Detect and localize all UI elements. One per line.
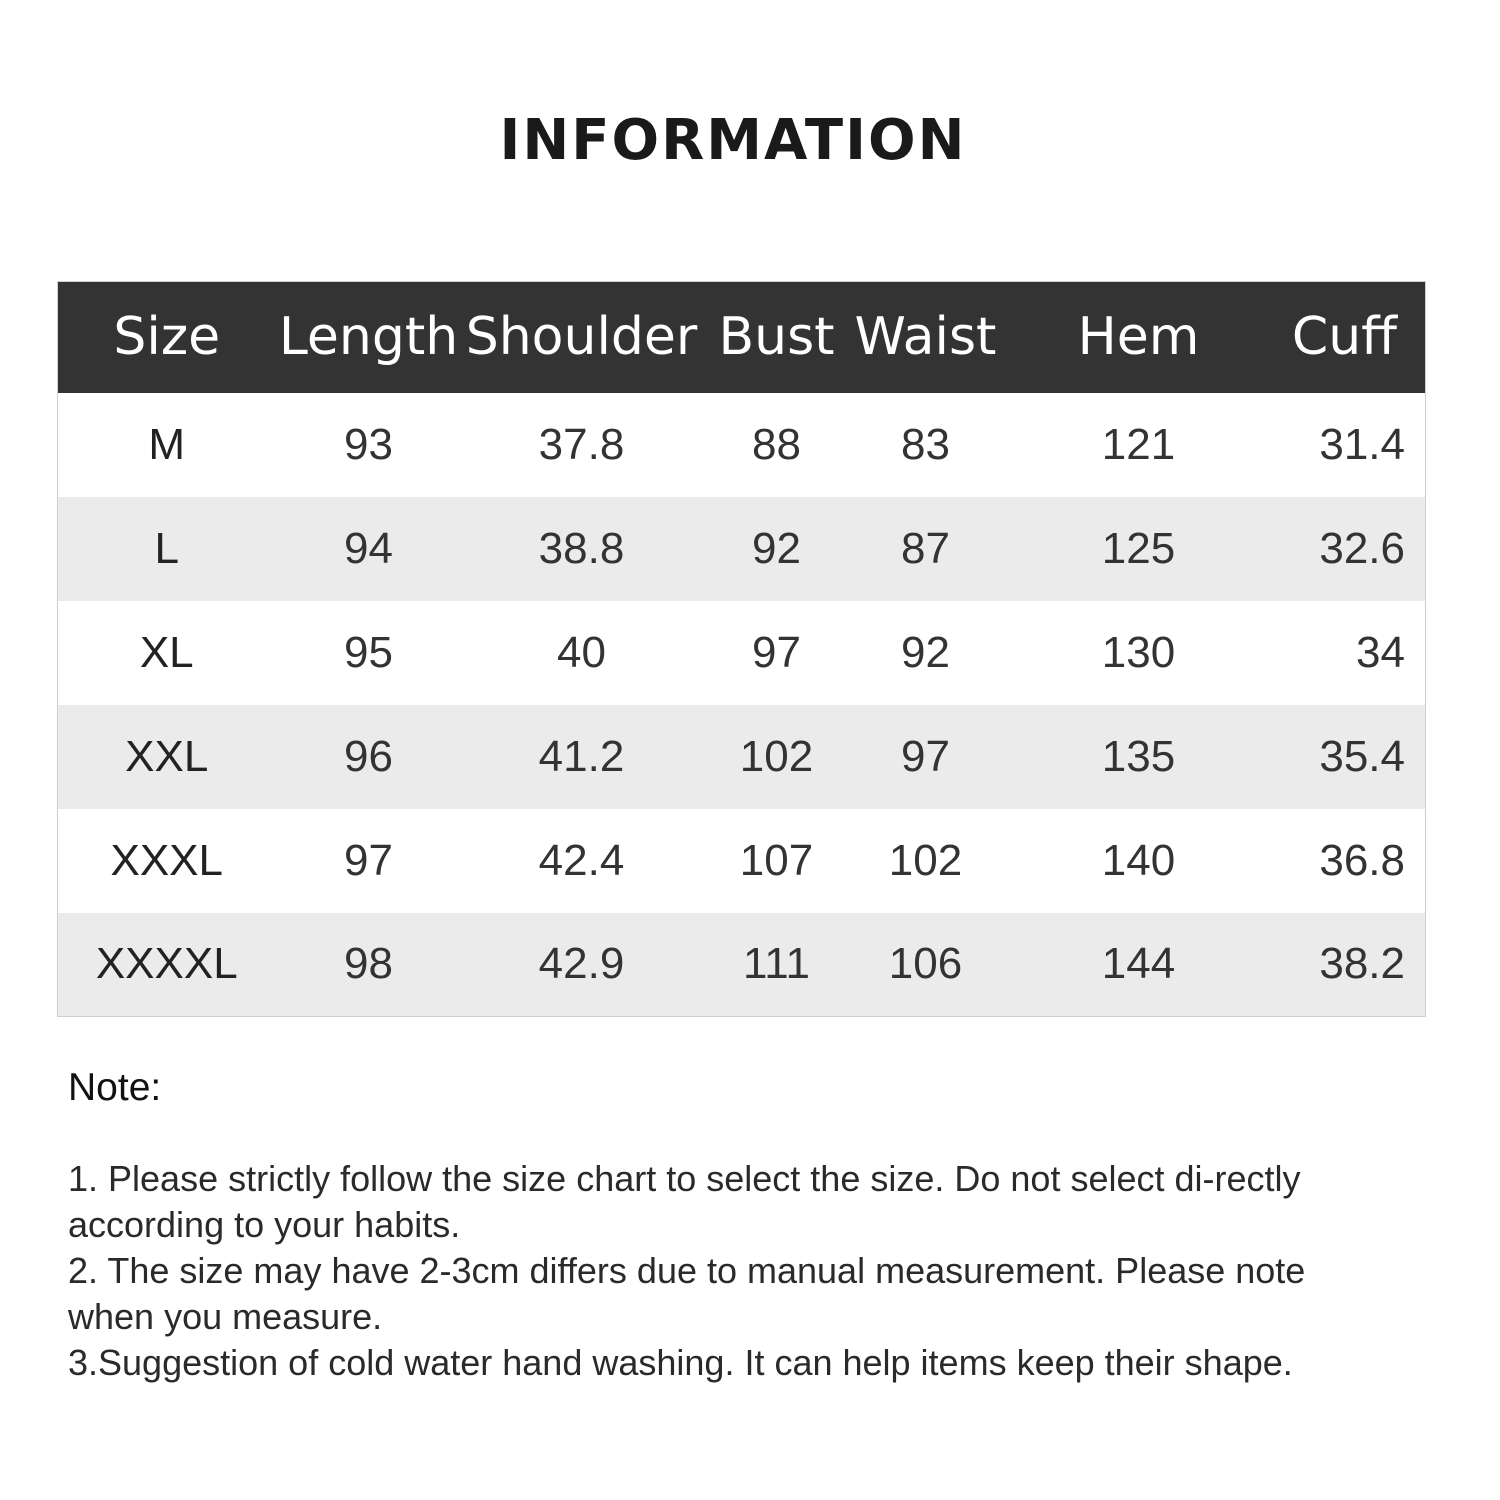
waist-cell: 97 xyxy=(901,731,950,781)
length-cell: 98 xyxy=(344,939,393,989)
length-cell: 97 xyxy=(344,835,393,885)
table-row xyxy=(58,705,1426,809)
header-shoulder: Shoulder xyxy=(465,307,698,368)
bust-cell: 102 xyxy=(739,731,814,781)
table-row xyxy=(58,393,1426,497)
note-heading: Note: xyxy=(68,1066,162,1109)
size-cell: XXXXL xyxy=(95,939,238,989)
table-header-row xyxy=(58,282,1426,393)
bust-cell: 107 xyxy=(739,835,814,885)
shoulder-cell: 37.8 xyxy=(538,419,625,469)
bust-cell: 92 xyxy=(752,523,801,573)
size-cell: XXL xyxy=(125,731,209,781)
cuff-cell: 36.8 xyxy=(1319,835,1405,885)
size-cell: XL xyxy=(139,627,194,677)
length-cell: 93 xyxy=(344,419,393,469)
table-row xyxy=(58,809,1426,913)
cuff-cell: 38.2 xyxy=(1319,939,1405,989)
bust-cell: 97 xyxy=(752,627,801,677)
shoulder-cell: 42.4 xyxy=(538,835,625,885)
waist-cell: 106 xyxy=(888,939,963,989)
note-item: 2. The size may have 2-3cm differs due to manual measurement. Please note when you measure. xyxy=(68,1250,1306,1337)
note-list xyxy=(68,1156,1368,1386)
hem-cell: 130 xyxy=(1101,627,1176,677)
bust-cell: 111 xyxy=(743,939,810,989)
size-cell: L xyxy=(154,523,179,573)
size-cell: XXXL xyxy=(110,835,223,885)
header-bust: Bust xyxy=(718,307,835,368)
hem-cell: 125 xyxy=(1101,523,1176,573)
length-cell: 94 xyxy=(344,523,393,573)
header-waist: Waist xyxy=(854,307,997,368)
shoulder-cell: 40 xyxy=(557,627,606,677)
header-hem: Hem xyxy=(1077,307,1200,368)
waist-cell: 102 xyxy=(888,835,963,885)
waist-cell: 87 xyxy=(901,523,950,573)
hem-cell: 135 xyxy=(1101,731,1176,781)
hem-cell: 140 xyxy=(1101,835,1176,885)
hem-cell: 121 xyxy=(1101,419,1176,469)
cuff-cell: 35.4 xyxy=(1319,731,1405,781)
note-item: 1. Please strictly follow the size chart to select the size. Do not select di-rectly according to your habits. xyxy=(68,1158,1301,1245)
bust-cell: 88 xyxy=(752,419,801,469)
page-title: INFORMATION xyxy=(499,108,967,173)
cuff-cell: 32.6 xyxy=(1319,523,1405,573)
table-row xyxy=(58,497,1426,601)
note-item: 3.Suggestion of cold water hand washing. It can help items keep their shape. xyxy=(68,1342,1293,1383)
shoulder-cell: 42.9 xyxy=(538,939,625,989)
shoulder-cell: 41.2 xyxy=(538,731,625,781)
table-row xyxy=(58,601,1426,705)
shoulder-cell: 38.8 xyxy=(538,523,625,573)
header-size: Size xyxy=(113,307,221,368)
table-row xyxy=(58,913,1426,1017)
cuff-cell: 31.4 xyxy=(1319,419,1405,469)
size-chart-table xyxy=(57,281,1426,1017)
waist-cell: 92 xyxy=(901,627,950,677)
header-cuff: Cuff xyxy=(1291,307,1397,368)
header-length: Length xyxy=(278,307,459,368)
length-cell: 96 xyxy=(344,731,393,781)
length-cell: 95 xyxy=(344,627,393,677)
waist-cell: 83 xyxy=(901,419,950,469)
cuff-cell: 34 xyxy=(1356,627,1405,677)
hem-cell: 144 xyxy=(1101,939,1176,989)
size-cell: M xyxy=(148,419,186,469)
